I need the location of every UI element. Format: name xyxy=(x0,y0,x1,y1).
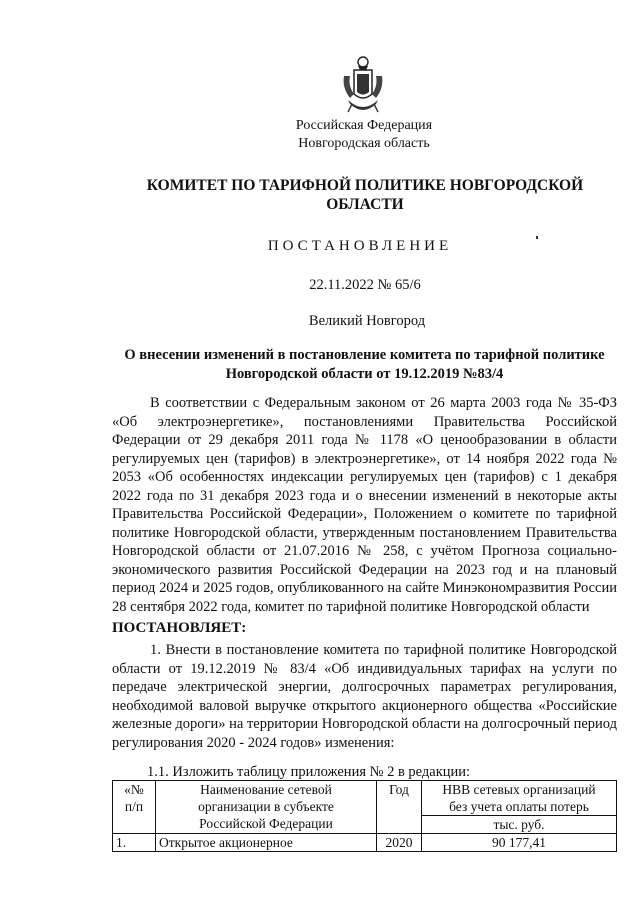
header-nvv-line2: без учета оплаты потерь xyxy=(449,799,589,814)
resolve-heading: ПОСТАНОВЛЯЕТ: xyxy=(112,620,247,636)
header-name-line2: организации в субъекте xyxy=(198,799,334,814)
header-cell-nvv xyxy=(422,781,617,816)
row-organization: Открытое акционерное xyxy=(156,834,377,852)
tariff-table xyxy=(112,780,617,852)
row-value: 90 177,41 xyxy=(422,834,617,852)
subject-line2: Новгородской области от 19.12.2019 №83/4 xyxy=(225,366,504,382)
row-year: 2020 xyxy=(377,834,422,852)
preamble-paragraph: В соответствии с Федеральным законом от 26 марта 2003 года № 35-ФЗ «Об электроэнергетике», постановлениями Правительства Российской Федерации от 29 декабря 2011 года № 1178 «О ценообразовании в области регулируемых цен (тарифов) в электроэнергетике», от 14 ноября 2022 года № 2053 «Об особенностях индексации регулируемых цен (тарифов) с 1 декабря 2022 года по 31 декабря 2023 года и о внесении изменений в некоторые акты Правительства Российской Федерации», Положением о комитете по тарифной политике Новгородской области, утвержденным постановлением Правительства Новгородской области от 21.07.2016 № 258, с учётом Прогноза социально-экономического развития Российской Федерации на 2023 год и на плановый период 2024 и 2025 годов, опубликованного на сайте Минэкономразвития России 28 сентября 2022 года, комитет по тарифной политике Новгородской области xyxy=(112,395,617,615)
header-name-line1: Наименование сетевой xyxy=(200,782,332,797)
country-name: Российская Федерация xyxy=(295,118,433,133)
document-type: ПОСТАНОВЛЕНИЕ xyxy=(267,238,453,254)
committee-title-line2: ОБЛАСТИ xyxy=(326,196,404,213)
header-number-line2: п/п xyxy=(124,799,144,814)
clause-1-1: 1.1. Изложить таблицу приложения № 2 в редакции: xyxy=(147,764,471,780)
coat-of-arms-icon xyxy=(340,54,386,116)
committee-title-line1: КОМИТЕТ ПО ТАРИФНОЙ ПОЛИТИКЕ НОВГОРОДСКОЙ xyxy=(146,177,584,194)
document-subject xyxy=(112,346,617,384)
header-cell-name xyxy=(156,781,377,834)
subject-line1: О внесении изменений в постановление комитета по тарифной политике xyxy=(124,347,605,363)
region-name: Новгородская область xyxy=(298,136,430,151)
row-number: 1. xyxy=(113,834,156,852)
header-nvv-line1: НВВ сетевых организаций xyxy=(442,782,596,797)
document-date-number: 22.11.2022 № 65/6 xyxy=(309,277,421,293)
stray-mark xyxy=(536,236,538,239)
header-cell-unit: тыс. руб. xyxy=(422,816,617,834)
header-name-line3: Российской Федерации xyxy=(199,816,333,831)
header-cell-year: Год xyxy=(377,781,422,834)
document-city: Великий Новгород xyxy=(308,313,426,329)
table-row xyxy=(113,834,617,852)
clause-1-paragraph: 1. Внести в постановление комитета по тарифной политике Новгородской области от 19.12.2019 № 83/4 «Об индивидуальных тарифах на услуги по передаче электрической энергии, долгосрочных параметрах регулирования, необходимой валовой выручке открытого акционерного общества «Российские железные дороги» на территории Новгородской области на долгосрочный период регулирования 2020 - 2024 годов» изменения: xyxy=(112,642,617,751)
header-number-line1: «№ xyxy=(124,782,144,797)
committee-title xyxy=(120,176,610,214)
header-cell-number xyxy=(113,781,156,834)
